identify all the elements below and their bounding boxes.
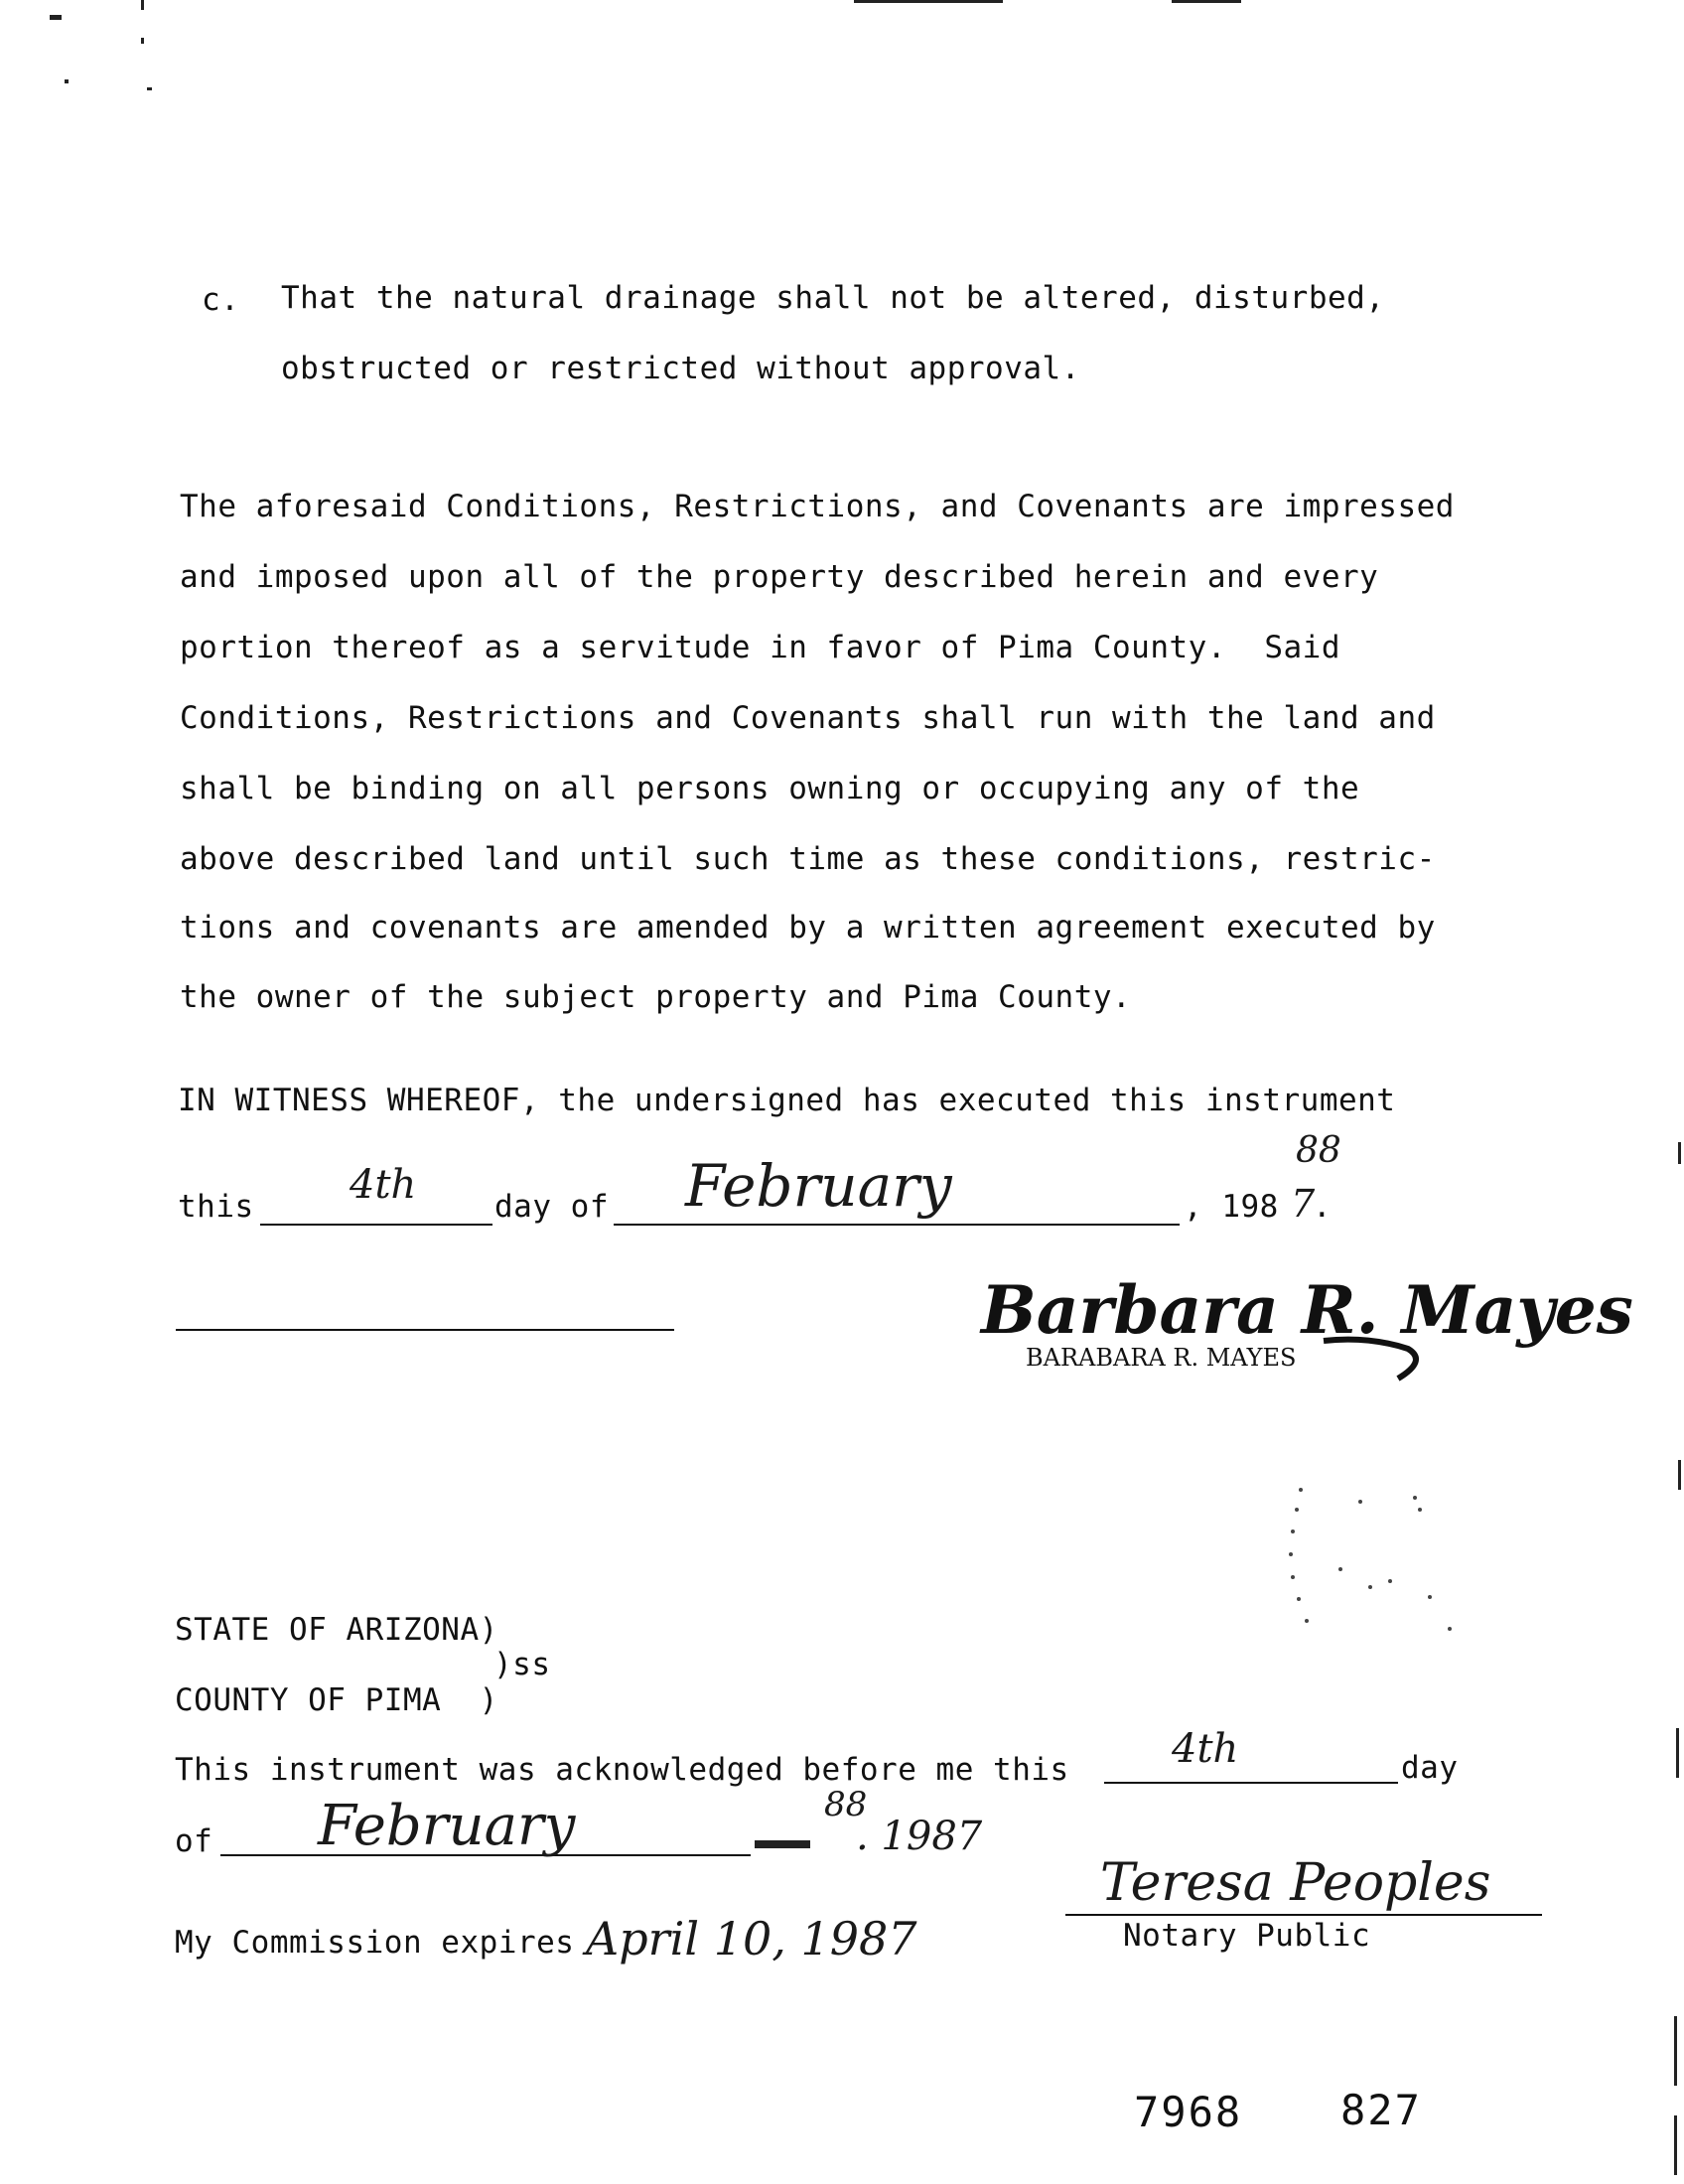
commission-label: My Commission expires [175,1925,575,1961]
scan-speck [147,87,152,90]
day-blank [260,1224,492,1226]
docket-number: 7968 [1134,2088,1243,2136]
signature-blank-left [176,1329,674,1331]
clause-c-line-2: obstructed or restricted without approval. [281,351,1080,386]
paragraph-line: The aforesaid Conditions, Restrictions, and Covenants are impressed [180,489,1455,524]
commission-expiry-handwritten: April 10, 1987 [586,1912,917,1966]
notary-seal-dots [1281,1480,1479,1649]
ack-day-blank [1104,1782,1398,1784]
scan-speck [854,0,1003,3]
clause-c-line-1: That the natural drainage shall not be altered, disturbed, [281,280,1385,316]
scan-speck [141,0,144,10]
state-line: STATE OF ARIZONA) [175,1612,498,1648]
svg-text:Barbara R. Mayes: Barbara R. Mayes [981,1271,1633,1349]
this-label: this [178,1189,254,1225]
struck-year [755,1840,810,1848]
paragraph-line: shall be binding on all persons owning or occupying any of the [180,771,1360,806]
year-prefix: , 198 [1184,1189,1279,1225]
scan-edge-line [1678,1460,1681,1490]
witness-year-handwritten: 7 [1291,1182,1316,1226]
ack-year-handwritten: . 1987 [856,1814,983,1859]
paragraph-line: tions and covenants are amended by a written agreement executed by [180,910,1436,946]
witness-month-handwritten: February [685,1152,952,1220]
paragraph-line: Conditions, Restrictions and Covenants shall run with the land and [180,700,1436,736]
scan-speck [1172,0,1241,3]
scan-edge-line [1678,1142,1681,1164]
page-number: 827 [1340,2086,1422,2134]
scan-speck [141,38,144,44]
year-suffix: . [1313,1189,1333,1225]
ack-month-handwritten: February [318,1794,576,1858]
printed-signer-name: BARABARA R. MAYES [1026,1344,1297,1372]
paragraph-line: above described land until such time as these conditions, restric- [180,841,1436,877]
scan-edge-line [1674,2016,1677,2086]
month-blank [614,1224,1180,1226]
paragraph-line: the owner of the subject property and Pima County. [180,979,1132,1015]
ss-line: )ss [493,1647,551,1682]
ack-day-handwritten: 4th [1172,1726,1239,1772]
scan-speck [50,15,62,20]
witness-line: IN WITNESS WHEREOF, the undersigned has executed this instrument [178,1083,1396,1118]
clause-marker: c. [202,282,240,318]
county-line: COUNTY OF PIMA ) [175,1682,498,1718]
notary-signature: Teresa Peoples [1100,1853,1491,1913]
notary-title: Notary Public [1123,1918,1371,1954]
acknowledgment-line: This instrument was acknowledged before me this [175,1752,1069,1788]
witness-year-correction: 88 [1296,1130,1341,1171]
scan-edge-line [1674,2115,1677,2175]
scan-edge-line [1676,1728,1679,1778]
ack-of-label: of [175,1823,213,1859]
witness-day-handwritten: 4th [350,1162,417,1208]
scan-speck [65,79,69,83]
ack-year-correction: 88 [824,1785,868,1824]
ack-day-label: day [1401,1750,1459,1786]
day-of-label: day of [494,1189,609,1225]
paragraph-line: and imposed upon all of the property described herein and every [180,559,1379,595]
paragraph-line: portion thereof as a servitude in favor of Pima County. Said [180,630,1340,665]
